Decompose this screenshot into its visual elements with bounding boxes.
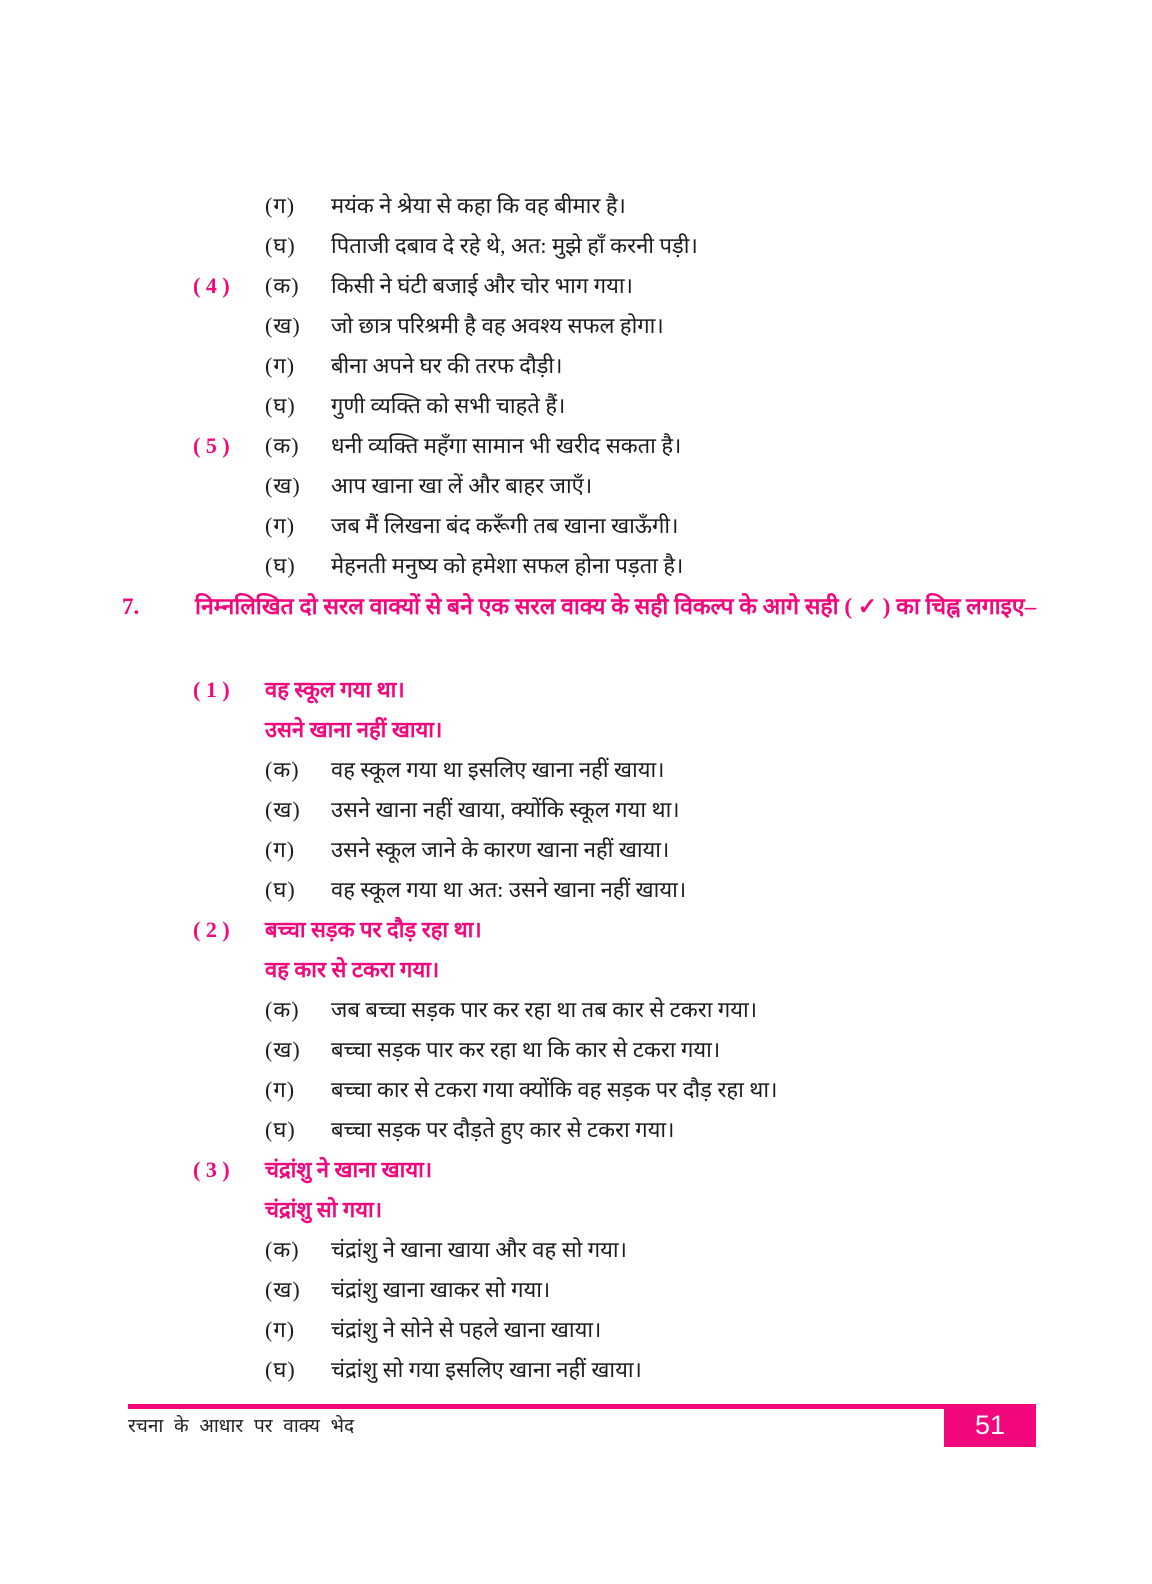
- option-text: उसने खाना नहीं खाया, क्योंकि स्कूल गया था।: [331, 797, 680, 822]
- group-headline: [0, 670, 1152, 710]
- list-item: [0, 506, 1152, 546]
- option-letter: (घ): [265, 553, 296, 578]
- group-headline: [0, 910, 1152, 950]
- group-sentence: वह स्कूल गया था।: [265, 677, 405, 702]
- option-letter: (घ): [265, 233, 296, 258]
- option-letter: (ग): [265, 837, 296, 862]
- option-text: गुणी व्यक्ति को सभी चाहते हैं।: [331, 393, 566, 418]
- option-text: चंद्रांशु ने खाना खाया और वह सो गया।: [331, 1237, 627, 1262]
- group-sentence: बच्चा सड़क पर दौड़ रहा था।: [265, 917, 482, 942]
- list-item: [0, 1270, 1152, 1310]
- page-number-badge: [944, 1404, 1036, 1447]
- list-item: [0, 1110, 1152, 1150]
- list-item: [0, 1350, 1152, 1390]
- option-text: मयंक ने श्रेया से कहा कि वह बीमार है।: [331, 193, 626, 218]
- option-text: बच्चा सड़क पार कर रहा था कि कार से टकरा गया।: [331, 1037, 721, 1062]
- option-letter: (घ): [265, 1117, 296, 1142]
- group-sentence: चंद्रांशु ने खाना खाया।: [265, 1157, 433, 1182]
- option-letter: (ग): [265, 1317, 296, 1342]
- footer-rule: [128, 1404, 944, 1409]
- option-text: वह स्कूल गया था इसलिए खाना नहीं खाया।: [331, 757, 665, 782]
- content-flow: [0, 186, 1152, 1390]
- option-letter: (घ): [265, 393, 296, 418]
- option-text: बच्चा कार से टकरा गया क्योंकि वह सड़क पर दौड़ रहा था।: [331, 1077, 778, 1102]
- option-letter: (क): [265, 273, 300, 298]
- group-headline: [0, 710, 1152, 750]
- option-letter: (क): [265, 997, 300, 1022]
- list-item: [0, 226, 1152, 266]
- item-number: ( 5 ): [193, 433, 230, 458]
- group-headline: [0, 950, 1152, 990]
- option-letter: (ख): [265, 1037, 301, 1062]
- option-letter: (ख): [265, 797, 301, 822]
- option-text: जब बच्चा सड़क पार कर रहा था तब कार से टकरा गया।: [331, 997, 758, 1022]
- option-text: जब मैं लिखना बंद करूँगी तब खाना खाऊँगी।: [331, 513, 679, 538]
- list-item: [0, 426, 1152, 466]
- option-letter: (ग): [265, 1077, 296, 1102]
- list-item: [0, 830, 1152, 870]
- list-item: [0, 386, 1152, 426]
- option-text: बीना अपने घर की तरफ दौड़ी।: [331, 353, 563, 378]
- option-text: उसने स्कूल जाने के कारण खाना नहीं खाया।: [331, 837, 670, 862]
- list-item: [0, 306, 1152, 346]
- group-sentence: वह कार से टकरा गया।: [265, 957, 440, 982]
- group-number: ( 3 ): [193, 1157, 230, 1182]
- question-number: 7.: [122, 594, 140, 619]
- option-letter: (ग): [265, 353, 296, 378]
- list-item: [0, 1070, 1152, 1110]
- group-number: ( 2 ): [193, 917, 230, 942]
- option-letter: (ख): [265, 473, 301, 498]
- option-letter: (क): [265, 757, 300, 782]
- option-letter: (ख): [265, 1277, 301, 1302]
- option-letter: (घ): [265, 877, 296, 902]
- group-sentence: चंद्रांशु सो गया।: [265, 1197, 383, 1222]
- option-letter: (क): [265, 1237, 300, 1262]
- chapter-title: रचना के आधार पर वाक्य भेद: [128, 1416, 355, 1437]
- page-number: 51: [974, 1410, 1006, 1440]
- list-item: [0, 546, 1152, 586]
- option-text: चंद्रांशु ने सोने से पहले खाना खाया।: [331, 1317, 602, 1342]
- option-text: बच्चा सड़क पर दौड़ते हुए कार से टकरा गया।: [331, 1117, 675, 1142]
- list-item: [0, 186, 1152, 226]
- option-text: आप खाना खा लें और बाहर जाएँ।: [331, 473, 593, 498]
- option-text: धनी व्यक्ति महँगा सामान भी खरीद सकता है।: [331, 433, 682, 458]
- list-item: [0, 1310, 1152, 1350]
- option-text: चंद्रांशु खाना खाकर सो गया।: [331, 1277, 551, 1302]
- question-text: निम्नलिखित दो सरल वाक्यों से बने एक सरल वाक्य के सही विकल्प के आगे सही ( ✓ ) का चिह्न लगाइए–: [195, 594, 1037, 619]
- option-text: वह स्कूल गया था अत: उसने खाना नहीं खाया।: [331, 877, 687, 902]
- group-headline: [0, 1150, 1152, 1190]
- option-text: चंद्रांशु सो गया इसलिए खाना नहीं खाया।: [331, 1357, 642, 1382]
- option-letter: (क): [265, 433, 300, 458]
- option-text: जो छात्र परिश्रमी है वह अवश्य सफल होगा।: [331, 313, 664, 338]
- group-sentence: उसने खाना नहीं खाया।: [265, 717, 443, 742]
- list-item: [0, 466, 1152, 506]
- list-item: [0, 870, 1152, 910]
- group-number: ( 1 ): [193, 677, 230, 702]
- list-item: [0, 990, 1152, 1030]
- option-letter: (ग): [265, 513, 296, 538]
- list-item: [0, 346, 1152, 386]
- option-text: पिताजी दबाव दे रहे थे, अत: मुझे हाँ करनी पड़ी।: [331, 233, 698, 258]
- option-text: किसी ने घंटी बजाई और चोर भाग गया।: [331, 273, 633, 298]
- list-item: [0, 750, 1152, 790]
- list-item: [0, 1030, 1152, 1070]
- question-7: [0, 586, 1152, 670]
- item-number: ( 4 ): [193, 273, 230, 298]
- option-text: मेहनती मनुष्य को हमेशा सफल होना पड़ता है।: [331, 553, 684, 578]
- option-letter: (घ): [265, 1357, 296, 1382]
- option-letter: (ग): [265, 193, 296, 218]
- list-item: [0, 1230, 1152, 1270]
- list-item: [0, 790, 1152, 830]
- option-letter: (ख): [265, 313, 301, 338]
- group-headline: [0, 1190, 1152, 1230]
- list-item: [0, 266, 1152, 306]
